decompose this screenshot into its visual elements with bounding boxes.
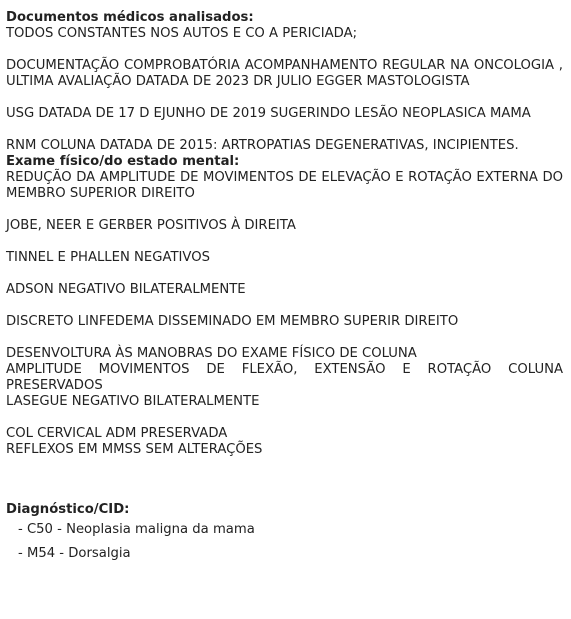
exame-line: LASEGUE NEGATIVO BILATERALMENTE (6, 394, 260, 409)
diagnostico-heading: Diagnóstico/CID: (6, 502, 130, 517)
documentos-line: RNM COLUNA DATADA DE 2015: ARTROPATIAS DEGENERATIVAS, INCIPIENTES. (6, 138, 519, 153)
exame-line: JOBE, NEER E GERBER POSITIVOS À DIREITA (6, 218, 296, 233)
documentos-heading: Documentos médicos analisados: (6, 10, 254, 25)
diagnostico-list (6, 518, 563, 566)
exame-line: REDUÇÃO DA AMPLITUDE DE MOVIMENTOS DE ELEVAÇÃO E ROTAÇÃO EXTERNA DO MEMBRO SUPERIOR DIREITO (6, 170, 563, 201)
exame-line: TINNEL E PHALLEN NEGATIVOS (6, 250, 210, 265)
documentos-line: USG DATADA DE 17 D EJUNHO DE 2019 SUGERINDO LESÃO NEOPLASICA MAMA (6, 106, 531, 121)
list-item: - C50 - Neoplasia maligna da mama (18, 522, 255, 537)
exame-heading: Exame físico/do estado mental: (6, 154, 240, 169)
exame-line: DISCRETO LINFEDEMA DISSEMINADO EM MEMBRO SUPERIR DIREITO (6, 314, 459, 329)
exame-line: DESENVOLTURA ÀS MANOBRAS DO EXAME FÍSICO DE COLUNA (6, 346, 417, 361)
documentos-line: TODOS CONSTANTES NOS AUTOS E CO A PERICIADA; (6, 26, 358, 41)
exame-line: AMPLITUDE MOVIMENTOS DE FLEXÃO, EXTENSÃO E ROTAÇÃO COLUNA PRESERVADOS (6, 362, 563, 393)
exame-line: ADSON NEGATIVO BILATERALMENTE (6, 282, 246, 297)
exame-line: COL CERVICAL ADM PRESERVADA (6, 426, 228, 441)
exame-line: REFLEXOS EM MMSS SEM ALTERAÇÕES (6, 442, 263, 457)
documentos-line: DOCUMENTAÇÃO COMPROBATÓRIA ACOMPANHAMENTO REGULAR NA ONCOLOGIA , ULTIMA AVALIAÇÃO DATADA DE 2023 DR JULIO EGGER MASTOLOGISTA (6, 58, 563, 89)
list-item: - M54 - Dorsalgia (18, 546, 131, 561)
